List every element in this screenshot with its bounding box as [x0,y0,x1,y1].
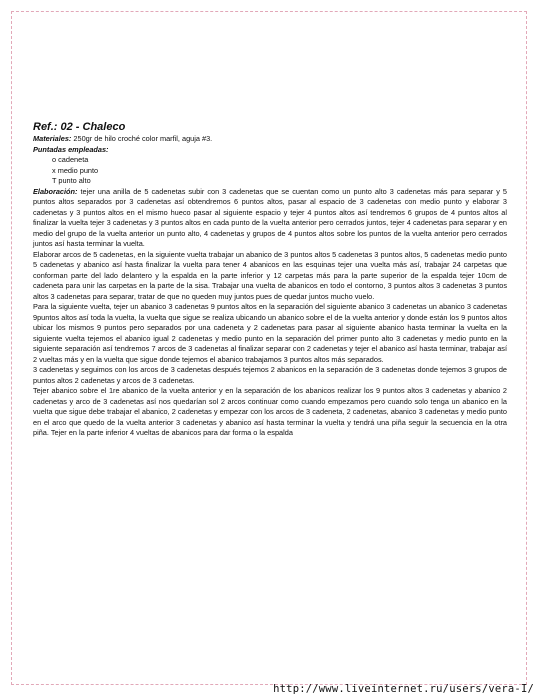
stitches-label: Puntadas empleadas: [33,144,109,154]
paragraph-arcs: Elaborar arcos de 5 cadenetas, en la siguiente vuelta trabajar un abanico de 3 puntos altos 5 cadenetas 3 puntos altos, 5 cadenetas medio punto 5 cadenetas y abanico así hasta finalizar la vuelta para tener 4 abanicos en las esquinas tejer una vuelta más así, trabajar 24 carpetas que conforman parte del lado delantero y la espalda en la parte inferior y 12 carpetas más para la parte superior de la espalda tejer 10cm de cadeneta para unir las carpetas en la parte de la sisa. Trabajar una vuelta de abanicos en todo el contorno, 3 puntos altos 3 cadenetas 3 puntos altos 3 cadenetas para separar, tratar de que no queden muy juntos pues de quedar juntos mucho vuelo. [33,249,507,301]
stitch-item-double-crochet: T punto alto [52,176,91,185]
source-watermark: http://www.liveinternet.ru/users/vera-I/ [273,683,534,695]
materials-text: 250gr de hilo croché color marfil, aguja #3. [71,134,213,143]
paragraph-next-round: Para la siguiente vuelta, tejer un abanico 3 cadenetas 9 puntos altos en la separación del siguiente abanico 3 cadenetas un abanico 3 cadenetas 9puntos altos así toda la vuelta, la vuelta que sigue se realiza ubicando un abanico sobre el de la vuelta anterior y donde están los 9 puntos altos ubicar los mismos 9 puntos pero separados por una cadeneta y 2 cadenetas para pasar al siguiente abanico hasta terminar la vuelta en la siguiente vuelta tejemos el abanico igual 2 cadenetas y medio punto en la separación del primer punto alto 3 cadenetas y medio punto en la siguiente separación así tendremos 7 arcos de 3 cadenetas al finalizar separar con 2 cadenetas y tejer el abanico así hasta terminar, trabajar así 2 vueltas más y en la vuelta que sigue donde tejemos el abanico trabajamos 3 puntos altos más separados. [33,302,507,364]
paragraph-finish: Tejer abanico sobre el 1re abanico de la vuelta anterior y en la separación de los abanicos realizar los 9 puntos altos 3 cadenetas y abanico 2 cadenetas y arco de 3 cadenetas así nos quedarían sol 2 arcos continuar como cuando empezamos pero cuando solo tenga un abanico en la vuelta que sigue debe trabajar el abanico, 2 cadenetas y empezar con los arcos de 3 cadeneta, 2 cadenetas, abanico 3 cadenetas y medio punto en el arco que quedo de la vuelta anterior 3 cadenetas y abanico así hasta terminar la vuelta y tendrá una piña seguir la secuencia en la otra piña. Tejer en la parte inferior 4 vueltas de abanicos para dar forma o la espalda [33,386,507,437]
elaboration-paragraph [33,187,507,250]
materials-label: Materiales: [33,134,72,143]
elaboration-text: tejer una anilla de 5 cadenetas subir con 3 cadenetas que se cuentan como un punto alto 3 cadenetas más para separar y 5 puntos altos separados por 3 cadenetas así obtendremos 6 puntos altos, pasar al espacio de 3 cadenetas con medio punto y elaborar 3 cadenetas y 3 puntos altos en el mismo hueco pasar al siguiente espacio y tejer 4 puntos altos así tendremos 6 grupos de 4 puntos altos al finalizar la vuelta tejer 3 cadenetas y 3 puntos altos en cada punto de la vuelta anterior pero cerrados juntos, tejer 4 cadenetas para separar y en medio del grupo de la vuelta anterior un punto alto, 4 cadenetas y grupos de 4 puntos altos sobre los puntos de la vuelta anterior pero cerrados juntos así hasta terminar la vuelta. [33,186,507,248]
stitch-item-single-crochet: x medio punto [52,165,99,175]
paragraph-chain-arcs: 3 cadenetas y seguimos con los arcos de 3 cadenetas después tejemos 2 abanicos en la separación de 3 cadenetas donde tejemos 3 grupos de puntos altos 2 cadenetas y arcos de 3 cadenetas. [33,365,507,385]
stitch-item-chain: o cadeneta [52,155,89,164]
document-body [33,121,507,439]
materials-line [33,134,507,145]
document-title: Ref.: 02 - Chaleco [33,121,126,133]
elaboration-label: Elaboración: [33,186,78,196]
